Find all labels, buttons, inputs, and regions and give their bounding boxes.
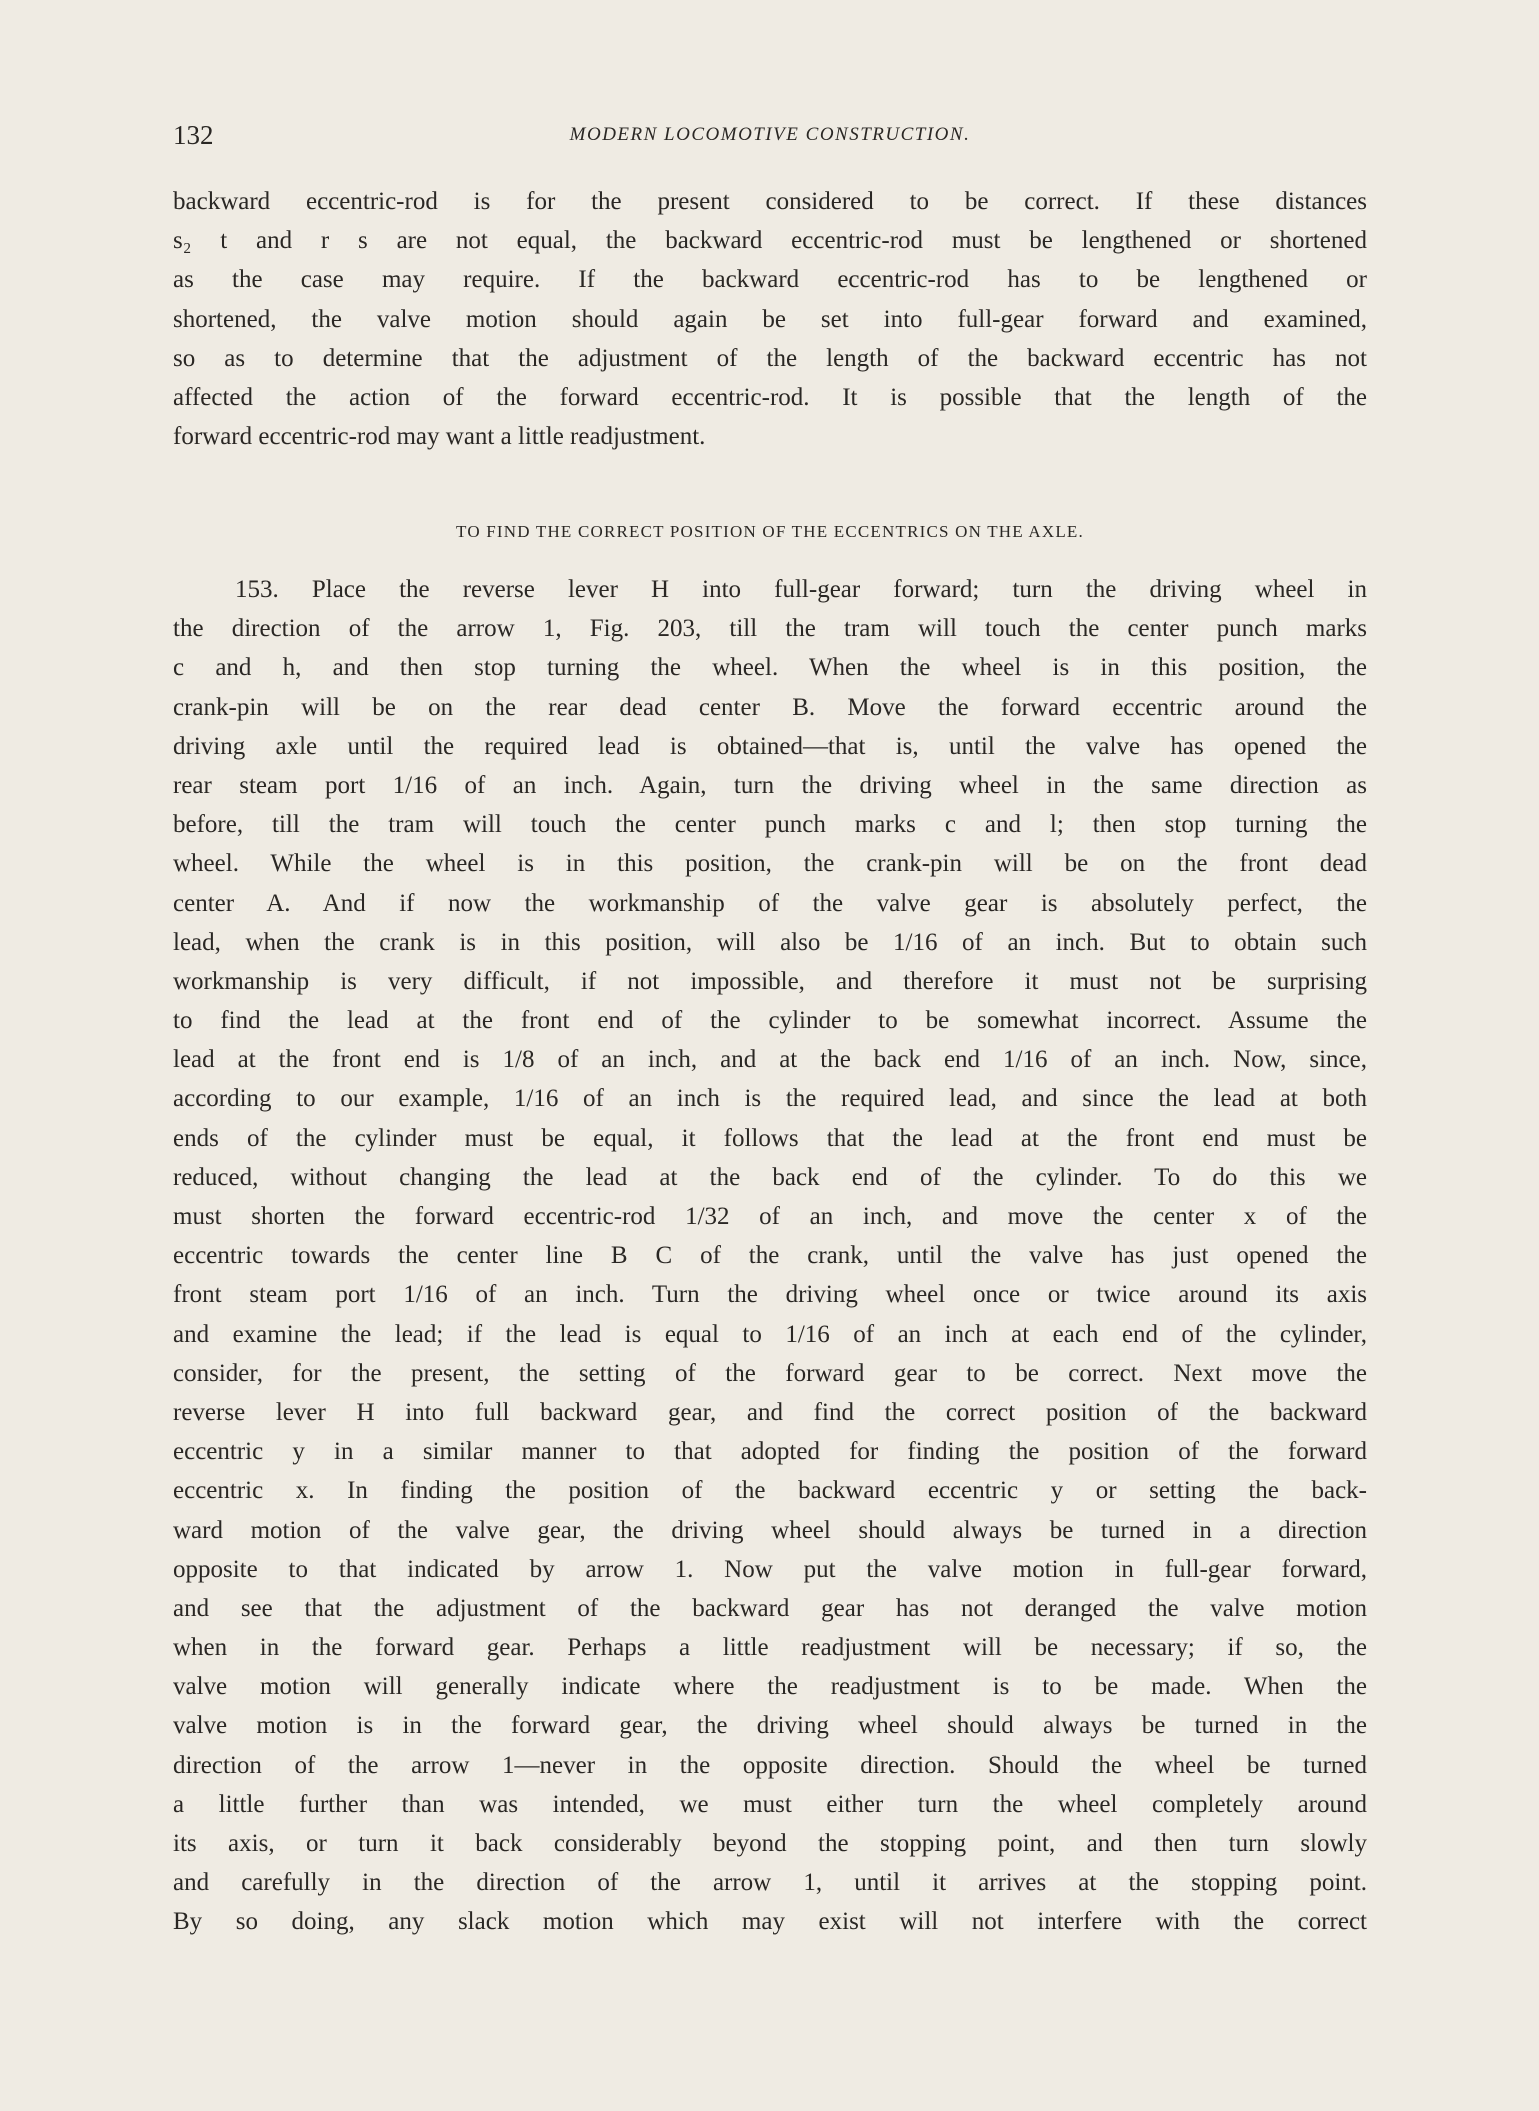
text-line: backward eccentric-rod is for the present considered to be correct. If these distances [173,188,1367,215]
text-line: when in the forward gear. Perhaps a little readjustment will be necessary; if so, the [173,1634,1367,1662]
text-line: forward eccentric-rod may want a little readjustment. [173,423,706,451]
text-line: crank-pin will be on the rear dead center B. Move the forward eccentric around the [173,693,1367,721]
text-line: By so doing, any slack motion which may exist will not interfere with the correct [173,1908,1367,1936]
page-header [173,120,1367,160]
text-line: lead at the front end is 1/8 of an inch, and at the back end 1/16 of an inch. Now, since, [173,1046,1367,1074]
text-line: eccentric towards the center line B C of the crank, until the valve has just opened the [173,1242,1367,1270]
text-line: lead, when the crank is in this position, will also be 1/16 of an inch. But to obtain such [173,928,1367,956]
text-line: so as to determine that the adjustment of the length of the backward eccentric has not [173,344,1367,372]
section-heading: TO FIND THE CORRECT POSITION OF THE ECCENTRICS ON THE AXLE. [456,522,1084,541]
text-line: as the case may require. If the backward eccentric-rod has to be lengthened or [173,266,1367,294]
text-line: s₂ t and r s are not equal, the backward eccentric-rod must be lengthened or shortened [173,227,1367,255]
text-line: direction of the arrow 1—never in the opposite direction. Should the wheel be turned [173,1751,1367,1779]
paragraph-2 [173,570,1367,1942]
paragraph-1 [173,182,1367,456]
text-line: eccentric y in a similar manner to that adopted for finding the position of the forward [173,1438,1367,1466]
text-line: according to our example, 1/16 of an inch is the required lead, and since the lead at both [173,1085,1367,1113]
text-line: 153. Place the reverse lever H into full-gear forward; turn the driving wheel in [235,576,1367,603]
text-line: ends of the cylinder must be equal, it follows that the lead at the front end must be [173,1124,1367,1152]
text-line: center A. And if now the workmanship of the valve gear is absolutely perfect, the [173,889,1367,917]
text-line: consider, for the present, the setting of the forward gear to be correct. Next move the [173,1359,1367,1387]
text-line: to find the lead at the front end of the cylinder to be somewhat incorrect. Assume the [173,1007,1367,1035]
running-title: MODERN LOCOMOTIVE CONSTRUCTION. [569,124,971,145]
text-line: a little further than was intended, we must either turn the wheel completely around [173,1790,1367,1818]
text-line: and carefully in the direction of the arrow 1, until it arrives at the stopping point. [173,1869,1367,1897]
text-line: workmanship is very difficult, if not impossible, and therefore it must not be surprising [173,967,1367,995]
text-line: ward motion of the valve gear, the driving wheel should always be turned in a direction [173,1516,1367,1544]
text-line: eccentric x. In finding the position of the backward eccentric y or setting the back- [173,1477,1367,1505]
text-line: rear steam port 1/16 of an inch. Again, turn the driving wheel in the same direction as [173,771,1367,799]
text-line: valve motion is in the forward gear, the driving wheel should always be turned in the [173,1712,1367,1740]
text-line: affected the action of the forward eccentric-rod. It is possible that the length of the [173,383,1367,411]
text-line: reduced, without changing the lead at the back end of the cylinder. To do this we [173,1163,1367,1191]
text-line: c and h, and then stop turning the wheel. When the wheel is in this position, the [173,654,1367,682]
text-line: and examine the lead; if the lead is equal to 1/16 of an inch at each end of the cylinder, [173,1320,1367,1348]
text-line: shortened, the valve motion should again be set into full-gear forward and examined, [173,305,1367,333]
text-line: before, till the tram will touch the center punch marks c and l; then stop turning the [173,811,1367,839]
text-line: and see that the adjustment of the backward gear has not deranged the valve motion [173,1594,1367,1622]
text-line: reverse lever H into full backward gear, and find the correct position of the backward [173,1398,1367,1426]
text-line: must shorten the forward eccentric-rod 1/32 of an inch, and move the center x of the [173,1203,1367,1230]
text-line: wheel. While the wheel is in this position, the crank-pin will be on the front dead [173,850,1367,878]
text-line: opposite to that indicated by arrow 1. Now put the valve motion in full-gear forward, [173,1555,1367,1583]
text-line: the direction of the arrow 1, Fig. 203, till the tram will touch the center punch marks [173,615,1367,643]
page-number: 132 [173,120,214,150]
text-line: front steam port 1/16 of an inch. Turn the driving wheel once or twice around its axis [173,1281,1367,1309]
text-line: valve motion will generally indicate where the readjustment is to be made. When the [173,1673,1367,1701]
text-line: driving axle until the required lead is obtained—that is, until the valve has opened the [173,732,1367,760]
text-line: its axis, or turn it back considerably beyond the stopping point, and then turn slowly [173,1830,1367,1857]
